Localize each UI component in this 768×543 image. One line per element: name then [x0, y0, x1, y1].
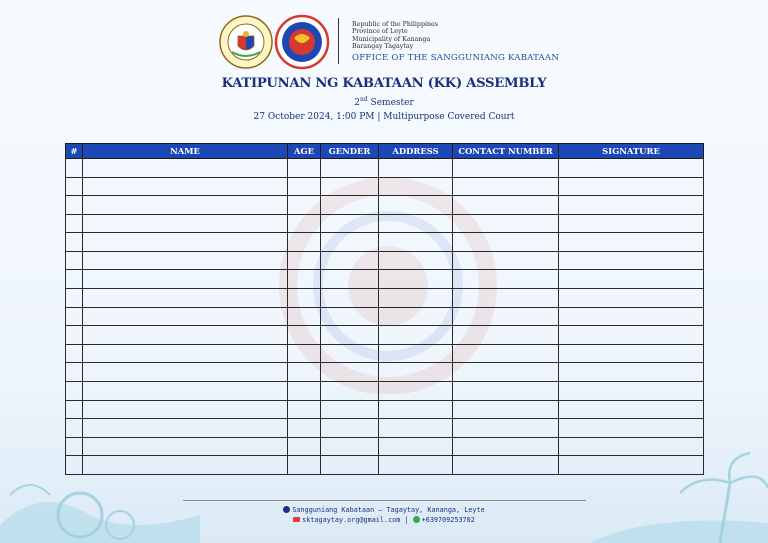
table-cell[interactable]: [66, 233, 83, 252]
table-cell[interactable]: [453, 159, 559, 178]
table-cell[interactable]: [83, 159, 288, 178]
table-cell[interactable]: [379, 326, 453, 345]
table-cell[interactable]: [379, 177, 453, 196]
gov-line-province: Province of Leyte: [352, 28, 408, 36]
table-cell[interactable]: [379, 400, 453, 419]
table-row: [66, 196, 704, 215]
table-cell[interactable]: [321, 326, 379, 345]
table-row: [66, 214, 704, 233]
table-cell[interactable]: [66, 363, 83, 382]
table-cell[interactable]: [453, 233, 559, 252]
table-cell[interactable]: [321, 214, 379, 233]
table-cell[interactable]: [288, 270, 321, 289]
table-cell[interactable]: [83, 251, 288, 270]
table-cell[interactable]: [559, 177, 704, 196]
table-cell[interactable]: [321, 307, 379, 326]
table-cell[interactable]: [83, 196, 288, 215]
table-cell[interactable]: [321, 289, 379, 308]
table-cell[interactable]: [559, 233, 704, 252]
date-venue: 27 October 2024, 1:00 PM | Multipurpose Covered Court: [253, 112, 515, 122]
gov-line-republic: Republic of the Philippines: [352, 21, 439, 28]
table-cell[interactable]: [288, 344, 321, 363]
table-cell[interactable]: [379, 270, 453, 289]
table-cell[interactable]: [379, 363, 453, 382]
table-row: [66, 326, 704, 345]
col-header-signature: SIGNATURE: [559, 144, 704, 159]
table-cell[interactable]: [66, 177, 83, 196]
table-cell[interactable]: [66, 400, 83, 419]
footer-address-line: [0, 506, 768, 514]
table-cell[interactable]: [559, 196, 704, 215]
table-cell[interactable]: [559, 400, 704, 419]
table-cell[interactable]: [288, 214, 321, 233]
table-cell[interactable]: [559, 214, 704, 233]
table-cell[interactable]: [453, 344, 559, 363]
table-cell[interactable]: [321, 196, 379, 215]
table-cell[interactable]: [288, 363, 321, 382]
table-row: [66, 251, 704, 270]
table-cell[interactable]: [321, 270, 379, 289]
table-cell[interactable]: [379, 419, 453, 438]
col-header-age: AGE: [288, 144, 321, 159]
col-header-contact-number: CONTACT NUMBER: [453, 144, 559, 159]
table-cell[interactable]: [453, 307, 559, 326]
table-cell[interactable]: [453, 270, 559, 289]
table-cell[interactable]: [66, 307, 83, 326]
table-cell[interactable]: [453, 381, 559, 400]
table-cell[interactable]: [379, 344, 453, 363]
col-header-gender: GENDER: [321, 144, 379, 159]
table-cell[interactable]: [321, 400, 379, 419]
table-cell[interactable]: [288, 289, 321, 308]
table-cell[interactable]: [288, 326, 321, 345]
gov-line-municipality: Municipality of Kananga: [352, 35, 431, 43]
table-cell[interactable]: [559, 270, 704, 289]
table-row: [66, 419, 704, 438]
decorative-palm-art-right: [590, 452, 768, 543]
table-cell[interactable]: [83, 289, 288, 308]
location-pin-icon: [283, 506, 290, 513]
table-cell[interactable]: [379, 307, 453, 326]
table-cell[interactable]: [321, 344, 379, 363]
table-cell[interactable]: [288, 437, 321, 456]
table-cell[interactable]: [453, 456, 559, 475]
table-cell[interactable]: [66, 381, 83, 400]
email-icon: [293, 517, 300, 522]
table-cell[interactable]: [559, 344, 704, 363]
table-cell[interactable]: [83, 270, 288, 289]
table-cell[interactable]: [453, 177, 559, 196]
table-row: [66, 177, 704, 196]
table-cell[interactable]: [321, 437, 379, 456]
attendance-table: [65, 143, 704, 475]
table-cell[interactable]: [321, 419, 379, 438]
footer-email: sktagaytay.org@gmail.com: [302, 516, 401, 524]
table-cell[interactable]: [379, 289, 453, 308]
table-cell[interactable]: [83, 177, 288, 196]
table-cell[interactable]: [288, 233, 321, 252]
table-cell[interactable]: [559, 381, 704, 400]
table-cell[interactable]: [66, 437, 83, 456]
semester-ordinal: nd: [359, 96, 368, 103]
footer-contact-line: [0, 516, 768, 524]
table-cell[interactable]: [559, 289, 704, 308]
col-header-name: NAME: [83, 144, 288, 159]
table-cell[interactable]: [559, 307, 704, 326]
table-cell[interactable]: [453, 400, 559, 419]
table-row: [66, 307, 704, 326]
footer-phone: +639709253702: [421, 516, 475, 524]
table-cell[interactable]: [83, 437, 288, 456]
table-row: [66, 344, 704, 363]
table-cell[interactable]: [66, 326, 83, 345]
semester-label: [0, 96, 768, 108]
table-cell[interactable]: [66, 196, 83, 215]
phone-icon: [413, 516, 420, 523]
table-cell[interactable]: [83, 400, 288, 419]
table-cell[interactable]: [321, 177, 379, 196]
semester-word: Semester: [370, 98, 414, 108]
table-cell[interactable]: [379, 437, 453, 456]
table-cell[interactable]: [83, 363, 288, 382]
table-cell[interactable]: [321, 363, 379, 382]
table-cell[interactable]: [379, 381, 453, 400]
table-cell[interactable]: [288, 381, 321, 400]
table-cell[interactable]: [288, 400, 321, 419]
gov-line-barangay: Barangay Tagaytay: [352, 43, 414, 51]
table-cell[interactable]: [559, 159, 704, 178]
table-cell[interactable]: [453, 214, 559, 233]
table-cell[interactable]: [83, 307, 288, 326]
table-cell[interactable]: [321, 456, 379, 475]
table-row: [66, 159, 704, 178]
barangay-seal-logo: [218, 14, 274, 70]
document-title: KATIPUNAN NG KABATAAN (KK) ASSEMBLY: [221, 76, 547, 91]
table-cell[interactable]: [66, 270, 83, 289]
office-name: OFFICE OF THE SANGGUNIANG KABATAAN: [352, 52, 560, 63]
table-cell[interactable]: [66, 419, 83, 438]
table-cell[interactable]: [288, 251, 321, 270]
table-cell[interactable]: [453, 326, 559, 345]
attendance-table-body: [66, 159, 704, 475]
table-cell[interactable]: [453, 251, 559, 270]
footer-separator: |: [404, 516, 409, 524]
table-row: [66, 400, 704, 419]
table-cell[interactable]: [288, 419, 321, 438]
col-header-address: ADDRESS: [379, 144, 453, 159]
table-cell[interactable]: [83, 381, 288, 400]
table-cell[interactable]: [321, 233, 379, 252]
table-row: [66, 233, 704, 252]
table-cell[interactable]: [83, 214, 288, 233]
table-cell[interactable]: [288, 159, 321, 178]
table-cell[interactable]: [453, 289, 559, 308]
table-cell[interactable]: [83, 419, 288, 438]
table-cell[interactable]: [453, 196, 559, 215]
table-cell[interactable]: [379, 196, 453, 215]
table-cell[interactable]: [66, 251, 83, 270]
table-cell[interactable]: [83, 233, 288, 252]
table-cell[interactable]: [321, 381, 379, 400]
table-row: [66, 381, 704, 400]
table-cell[interactable]: [453, 437, 559, 456]
table-cell[interactable]: [66, 159, 83, 178]
table-cell[interactable]: [379, 214, 453, 233]
header-divider: [338, 18, 339, 64]
table-cell[interactable]: [379, 233, 453, 252]
footer-address: Sangguniang Kabataan – Tagaytay, Kananga, Leyte: [292, 506, 485, 514]
table-cell[interactable]: [453, 419, 559, 438]
table-cell[interactable]: [379, 159, 453, 178]
table-cell[interactable]: [288, 307, 321, 326]
table-cell[interactable]: [379, 456, 453, 475]
table-row: [66, 363, 704, 382]
table-cell[interactable]: [288, 177, 321, 196]
table-header-row: [66, 144, 704, 159]
table-cell[interactable]: [288, 196, 321, 215]
table-cell[interactable]: [559, 251, 704, 270]
table-cell[interactable]: [66, 289, 83, 308]
header-logos: [218, 14, 330, 74]
table-cell[interactable]: [66, 214, 83, 233]
government-heading: [352, 21, 559, 64]
table-cell[interactable]: [83, 344, 288, 363]
table-cell[interactable]: [559, 363, 704, 382]
col-header-number: #: [66, 144, 83, 159]
table-cell[interactable]: [559, 326, 704, 345]
table-cell[interactable]: [321, 251, 379, 270]
table-cell[interactable]: [559, 419, 704, 438]
table-cell[interactable]: [288, 456, 321, 475]
footer-rule: [183, 500, 586, 501]
table-cell[interactable]: [66, 344, 83, 363]
table-cell[interactable]: [453, 363, 559, 382]
table-cell[interactable]: [83, 326, 288, 345]
table-row: [66, 289, 704, 308]
sangguniang-kabataan-logo: [274, 14, 330, 70]
table-cell[interactable]: [321, 159, 379, 178]
semester-number: 2: [354, 98, 360, 108]
table-cell[interactable]: [379, 251, 453, 270]
decorative-coconut-art-left: [0, 455, 200, 543]
table-row: [66, 270, 704, 289]
